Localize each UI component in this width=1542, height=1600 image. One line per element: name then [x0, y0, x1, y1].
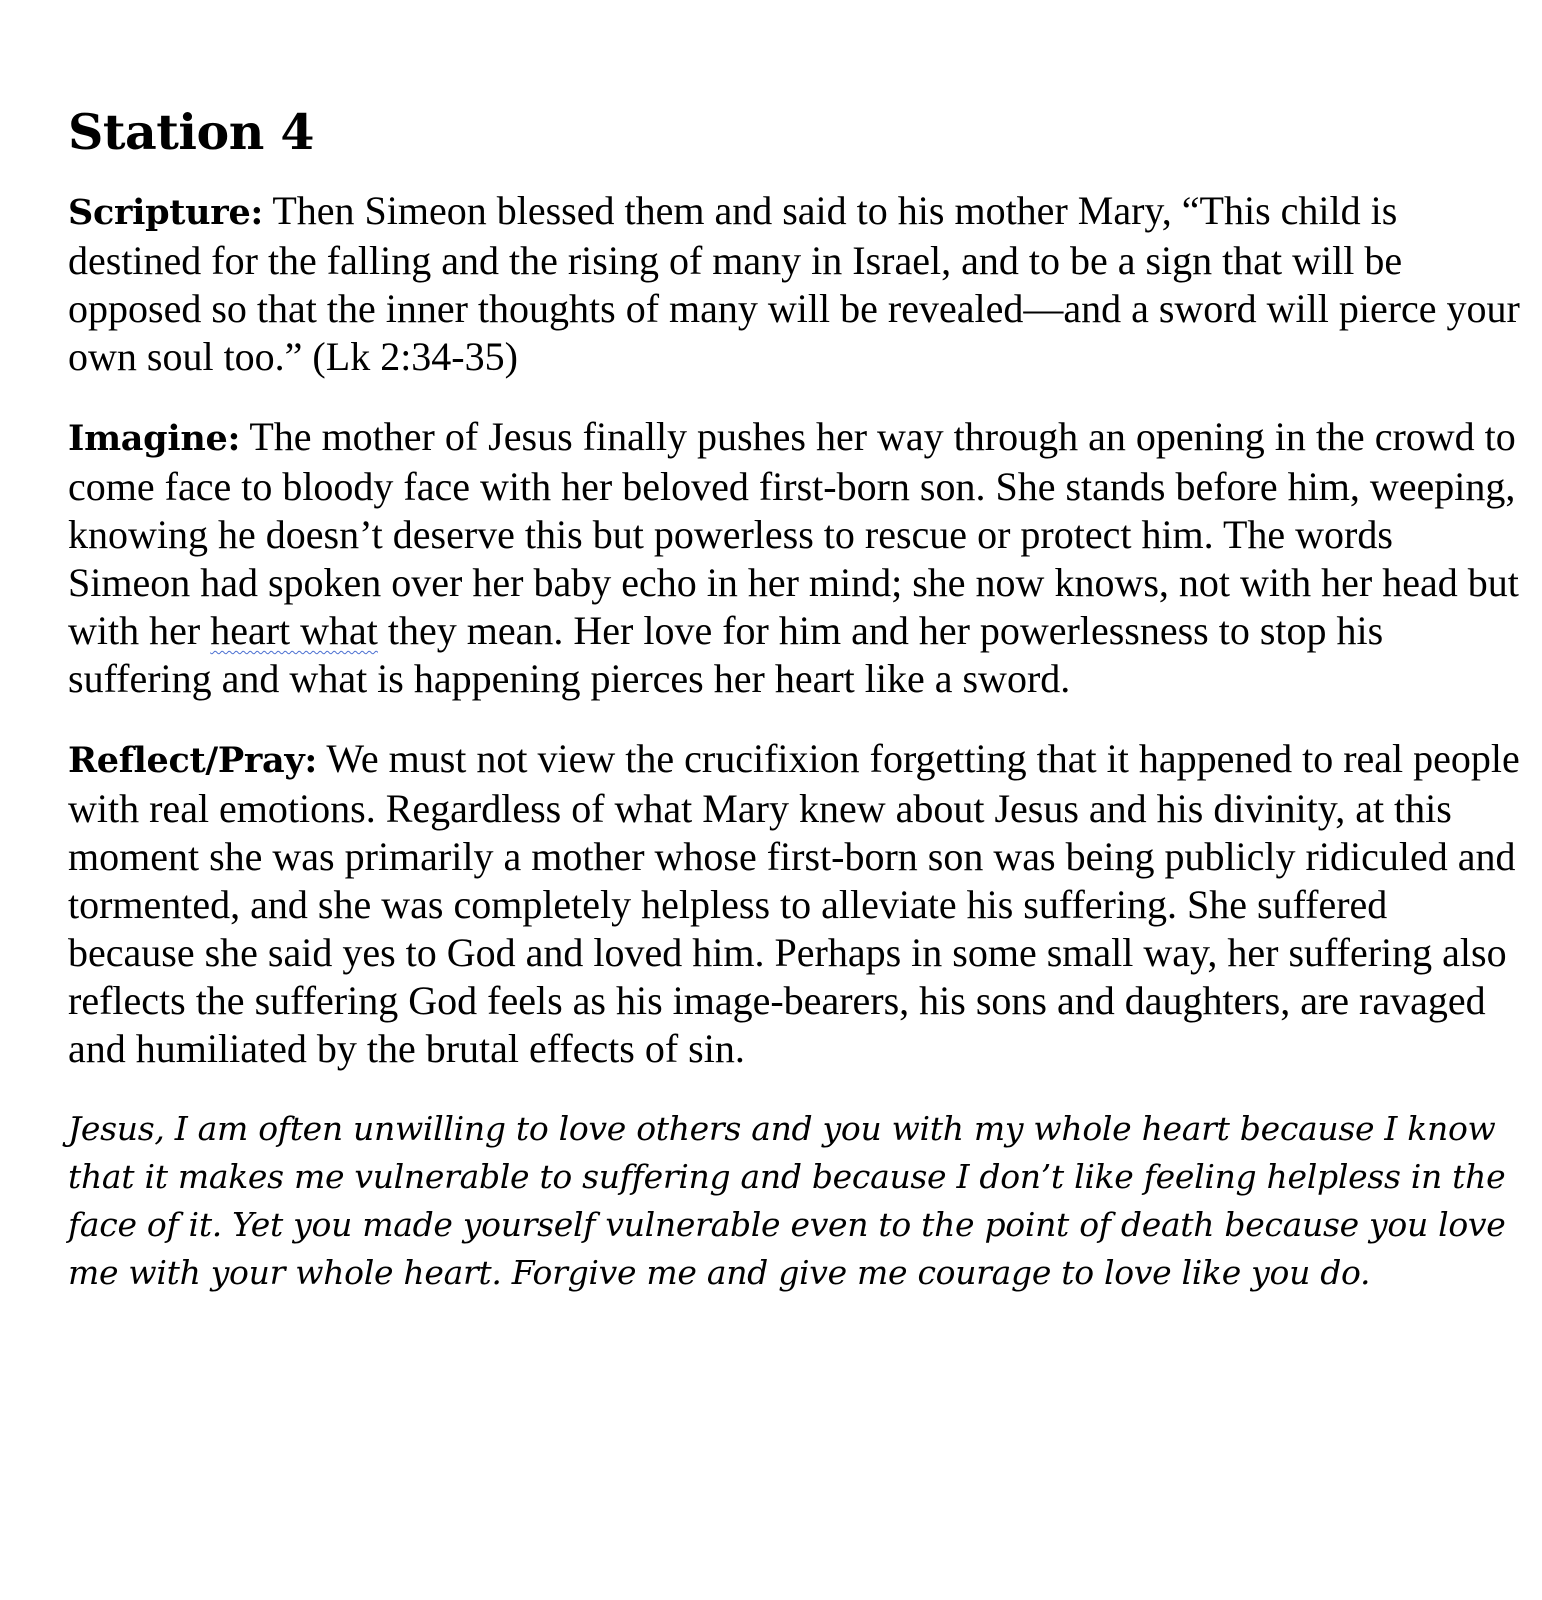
reflect-paragraph: [68, 735, 1523, 1073]
imagine-label: Imagine:: [68, 418, 241, 459]
grammar-flagged-text[interactable]: heart what: [210, 608, 378, 653]
station-title: Station 4: [68, 103, 314, 161]
reflect-text: We must not view the crucifixion forgetting that it happened to real people with real emotions. Regardless of what Mary knew about Jesus and his divinity, at this moment she was primarily a mother whose first-born son was being publicly ridiculed and tormented, and she was completely helpless to alleviate his suffering. She suffered because she said yes to God and loved him. Perhaps in some small way, her suffering also reflects the suffering God feels as his image-bearers, his sons and daughters, are ravaged and humiliated by the brutal effects of sin.: [68, 736, 1520, 1071]
imagine-paragraph: [68, 413, 1523, 703]
document-page: [68, 100, 1523, 1297]
imagine-text-continued: they mean. Her love for him and her powerlessness to stop his suffering and what is happening pierces her heart like a sword.: [68, 608, 1384, 701]
scripture-text: Then Simeon blessed them and said to his mother Mary, “This child is destined for the falling and the rising of many in Israel, and to be a sign that will be opposed so that the inner thoughts of many will be revealed—and a sword will pierce your own soul too.” (Lk 2:34-35): [68, 188, 1520, 379]
scripture-label: Scripture:: [68, 192, 264, 233]
prayer-paragraph: Jesus, I am often unwilling to love others and you with my whole heart because I know that it makes me vulnerable to suffering and because I don’t like feeling helpless in the face of it. Yet you made yourself vulnerable even to the point of death because you love me with your whole heart. Forgive me and give me courage to love like you do.: [68, 1109, 1506, 1292]
scripture-paragraph: [68, 187, 1523, 381]
reflect-label: Reflect/Pray:: [68, 740, 318, 781]
imagine-text: The mother of Jesus finally pushes her way through an opening in the crowd to come face to bloody face with her beloved first-born son. She stands before him, weeping, knowing he doesn’t deserve this but powerless to rescue or protect him. The words Simeon had spoken over her baby echo in her mind; she now knows, not with her head but with her: [68, 414, 1519, 653]
